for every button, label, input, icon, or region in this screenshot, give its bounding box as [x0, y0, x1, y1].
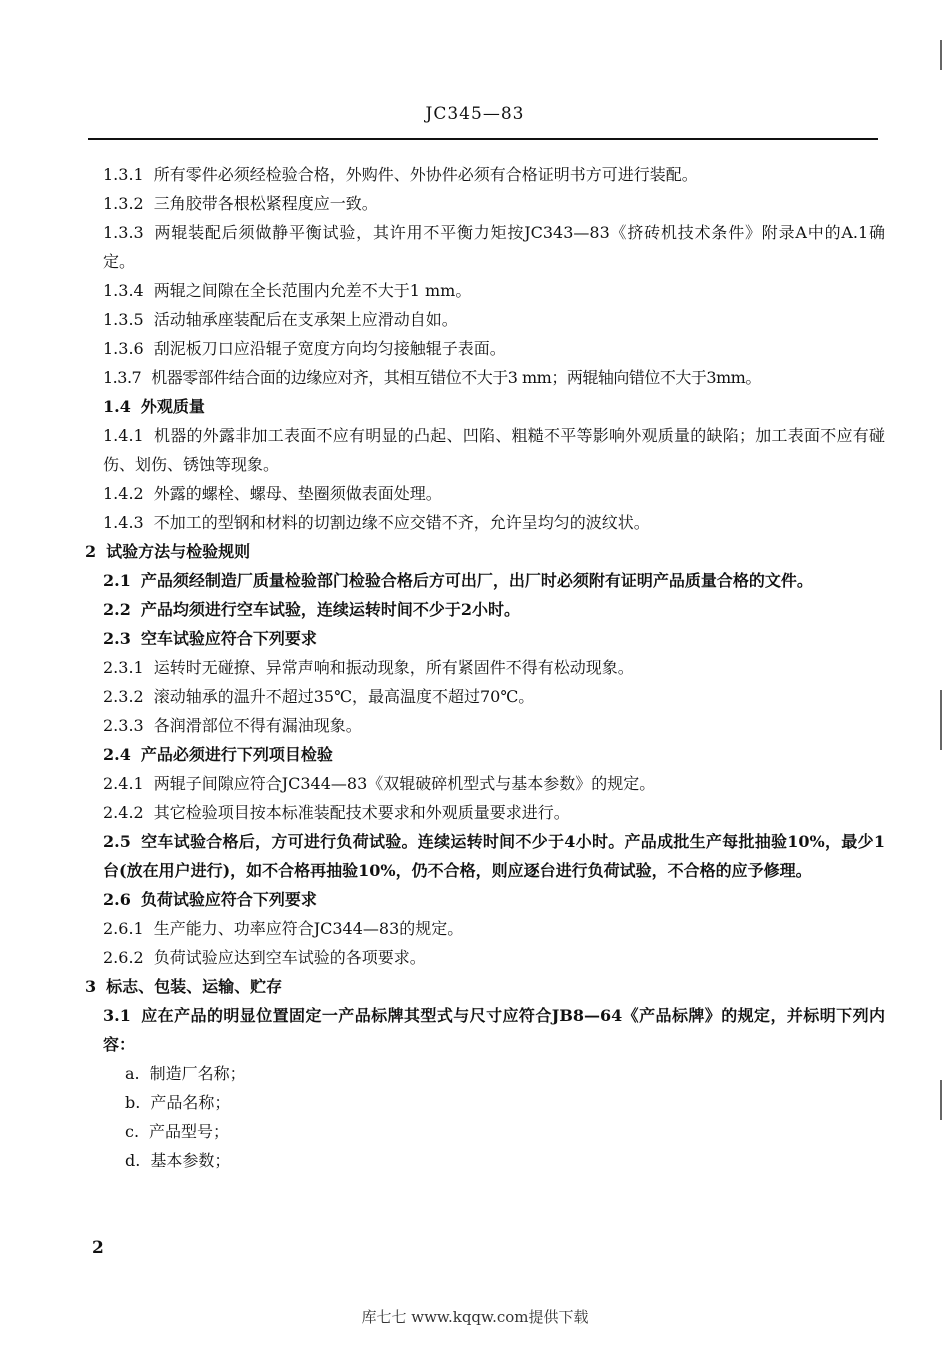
chapter-heading-2: 2 试验方法与检验规则 [85, 542, 251, 561]
chapter-heading-3: 3 标志、包装、运输、贮存 [85, 977, 283, 996]
clause-2-2: 2.2 产品均须进行空车试验，连续运转时间不少于2小时。 [103, 600, 520, 619]
clause-3-1: 3.1 应在产品的明显位置固定一产品标牌其型式与尺寸应符合JB8—64《产品标牌》的规定，并标明下列内容： [103, 1006, 885, 1054]
clause-2-4-1: 2.4.1 两辊子间隙应符合JC344—83《双辊破碎机型式与基本参数》的规定。 [103, 774, 656, 793]
clause-2-6: 2.6 负荷试验应符合下列要求 [103, 890, 317, 909]
clause-1-4-2: 1.4.2 外露的螺栓、螺母、垫圈须做表面处理。 [103, 484, 442, 503]
clause-2-5: 2.5 空车试验合格后，方可进行负荷试验。连续运转时间不少于4小时。产品成批生产每批抽验10%，最少1台(放在用户进行)，如不合格再抽验10%，仍不合格，则应逐台进行负荷试验，不合格的应予修理。 [103, 832, 885, 880]
list-item: d. 基本参数； [125, 1151, 231, 1170]
download-footer: 库七七 www.kqqw.com提供下载 [361, 1308, 589, 1326]
clause-1-3-6: 1.3.6 刮泥板刀口应沿辊子宽度方向均匀接触辊子表面。 [103, 339, 506, 358]
clause-1-3-1: 1.3.1 所有零件必须经检验合格，外购件、外协件必须有合格证明书方可进行装配。 [103, 165, 698, 184]
clause-1-3-7: 1.3.7 机器零部件结合面的边缘应对齐，其相互错位不大于3 mm；两辊轴向错位不大于3mm。 [103, 368, 761, 387]
clause-2-4-2: 2.4.2 其它检验项目按本标准装配技术要求和外观质量要求进行。 [103, 803, 570, 822]
list-item: b. 产品名称； [125, 1093, 231, 1112]
clause-1-3-3: 1.3.3 两辊装配后须做静平衡试验，其许用不平衡力矩按JC343—83《挤砖机技术条件》附录A中的A.1确定。 [103, 223, 885, 271]
scan-edge-mark [940, 40, 942, 70]
clause-1-3-4: 1.3.4 两辊之间隙在全长范围内允差不大于1 mm。 [103, 281, 472, 300]
clause-2-1: 2.1 产品须经制造厂质量检验部门检验合格后方可出厂，出厂时必须附有证明产品质量合格的文件。 [103, 571, 813, 590]
clause-2-6-1: 2.6.1 生产能力、功率应符合JC344—83的规定。 [103, 919, 464, 938]
clause-2-3-1: 2.3.1 运转时无碰撩、异常声响和振动现象，所有紧固件不得有松动现象。 [103, 658, 634, 677]
clause-1-4-3: 1.4.3 不加工的型钢和材料的切割边缘不应交错不齐，允许呈均匀的波纹状。 [103, 513, 650, 532]
clause-2-3: 2.3 空车试验应符合下列要求 [103, 629, 317, 648]
document-code-header: JC345—83 [425, 104, 525, 124]
list-item: a. 制造厂名称； [125, 1064, 246, 1083]
scan-edge-mark [940, 1080, 942, 1120]
clause-2-4: 2.4 产品必须进行下列项目检验 [103, 745, 333, 764]
section-heading-1-4: 1.4 外观质量 [103, 397, 205, 416]
clause-1-3-5: 1.3.5 活动轴承座装配后在支承架上应滑动自如。 [103, 310, 458, 329]
document-body [85, 160, 885, 1175]
clause-1-4-1: 1.4.1 机器的外露非加工表面不应有明显的凸起、凹陷、粗糙不平等影响外观质量的缺陷；加工表面不应有碰伤、划伤、锈蚀等现象。 [103, 426, 885, 474]
clause-2-6-2: 2.6.2 负荷试验应达到空车试验的各项要求。 [103, 948, 426, 967]
page-number: 2 [92, 1238, 104, 1258]
scan-edge-mark [940, 690, 942, 750]
list-item: c. 产品型号； [125, 1122, 230, 1141]
clause-1-3-2: 1.3.2 三角胶带各根松紧程度应一致。 [103, 194, 378, 213]
clause-2-3-3: 2.3.3 各润滑部位不得有漏油现象。 [103, 716, 362, 735]
header-rule [88, 138, 878, 140]
clause-2-3-2: 2.3.2 滚动轴承的温升不超过35℃，最高温度不超过70℃。 [103, 687, 535, 706]
